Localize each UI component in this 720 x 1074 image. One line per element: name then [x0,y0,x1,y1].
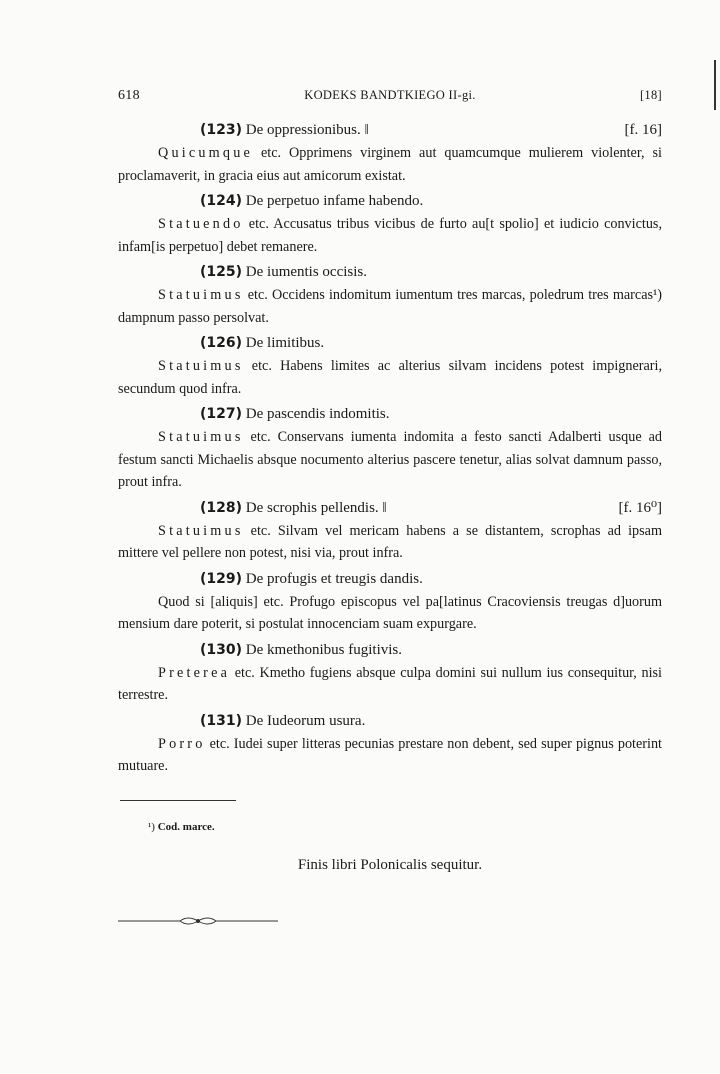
article-number: (131) [200,712,243,729]
article-title: De kmethonibus fugitivis. [245,641,403,658]
article-title: De iumentis occisis. [245,264,368,280]
article-body [118,426,662,494]
articles-list [118,118,662,778]
scan-edge-mark [714,60,716,110]
article-number: (126) [200,335,243,351]
article-text: etc. Occidens indomitum iumentum tres marcas, poledrum tres marcas¹) dampnum passo persolvat. [118,287,662,326]
footnote-text: Cod. marce. [157,820,215,833]
article-number: (129) [200,570,243,587]
article-body [118,591,662,636]
article-incipit: Statuimus [158,358,244,374]
article-text: etc. Kmetho fugiens absque culpa domini sui nullum ius consequitur, nisi terrestre. [118,664,662,703]
article-number: (128) [200,499,243,516]
article-body [118,733,662,778]
article-incipit: Porro [158,735,206,752]
article-number: (125) [200,264,243,280]
running-title: KODEKS BANDTKIEGO II-gi. [304,88,476,102]
article-body [118,284,662,329]
article-text: etc. Conservans iumenta indomita a festo sancti Adalberti usque ad festum sancti Michaelis absque nocumento alterius pascere tenetur, alias solvat damnum passo, prout infra. [118,429,662,490]
article-title: De scrophis pellendis. ‖ [245,499,387,516]
article-text: Quod si [aliquis] etc. Profugo episcopus vel pa[latinus Cracoviensis treugas d]uorum mensium dare poterit, si postulat innocenciam suam expurgare. [118,593,662,632]
footnote-mark: ¹) [148,820,155,833]
article-body [118,520,662,565]
page-number: 618 [118,88,140,103]
article-heading [118,567,662,591]
article-title: De pascendis indomitis. [245,406,390,422]
article-number: (127) [200,406,243,422]
article-title: De profugis et treugis dandis. [245,570,423,587]
article-number: (130) [200,641,243,658]
article-title: De perpetuo infame habendo. [245,193,424,209]
article-heading [118,189,662,213]
article-title: De limitibus. [245,335,325,351]
article-number: (123) [200,122,243,138]
section-number: [18] [639,88,662,102]
footnote [148,821,662,833]
article-heading [118,260,662,284]
article-text: etc. Silvam vel mericam habens a se distantem, scrophas ad ipsam mittere vel pellere non potest, nisi via, prout infra. [118,522,662,561]
folio-marker: [f. 16⁰] [618,499,662,516]
article-title: De Iudeorum usura. [245,712,366,729]
article-text: etc. Accusatus tribus vicibus de furto au[t spolio] et iudicio convictus, infam[is perpetuo] debet remanere. [118,216,662,255]
article-incipit: Preterea [158,664,231,681]
article-title: De oppressionibus. ‖ [245,122,369,138]
article-heading [118,638,662,662]
article-body [118,662,662,707]
closing-line: Finis libri Polonicalis sequitur. [297,856,483,873]
article-body [118,142,662,187]
article-heading [118,402,662,426]
article-heading [118,709,662,733]
footnote-rule [120,800,236,801]
article-incipit: Statuimus [158,522,244,539]
article-text: etc. Opprimens virginem aut quamcumque mulierem violenter, si proclamaverit, in gracia eius aut amicorum existat. [118,145,662,184]
article-heading [118,118,662,142]
ornament-divider [118,914,278,928]
article-incipit: Statuimus [158,287,244,303]
folio-marker: [f. 16] [624,122,662,138]
article-incipit: Quicumque [158,145,253,161]
running-head [118,88,662,110]
article-heading [118,496,662,520]
article-incipit: Statuendo [158,216,244,232]
article-body [118,355,662,400]
article-number: (124) [200,193,243,209]
article-body [118,213,662,258]
article-text: etc. Iudei super litteras pecunias prestare non debent, sed super pignus poterint mutuare. [118,735,662,774]
document-page [118,88,662,933]
article-heading [118,331,662,355]
article-text: etc. Habens limites ac alterius silvam incidens potest impignerari, secundum quod infra. [118,358,662,397]
article-incipit: Statuimus [158,429,244,445]
